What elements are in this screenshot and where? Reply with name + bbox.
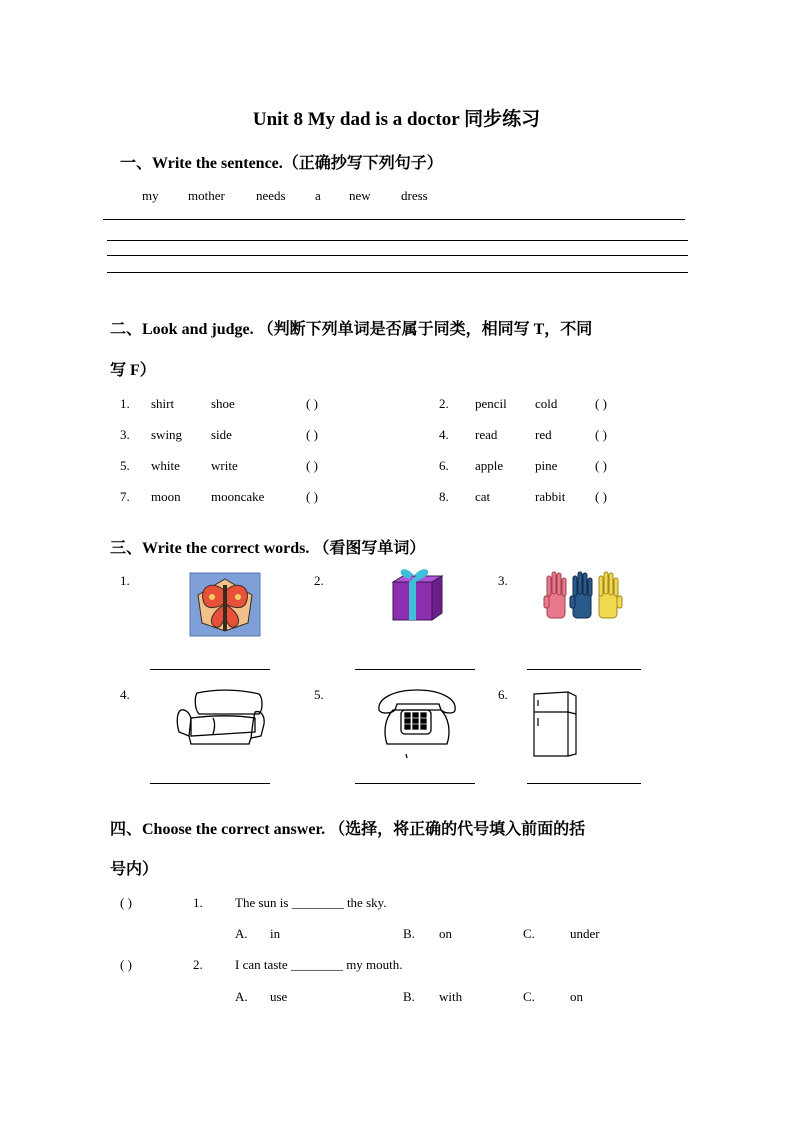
judge-number: 6. [439,458,449,473]
judge-answer-paren[interactable]: ( ) [595,489,607,504]
judge-number: 7. [120,489,130,504]
option-letter: C. [523,989,535,1004]
picture-number: 5. [314,687,324,702]
judge-word-1: swing [151,427,183,442]
judge-word-1: cat [475,489,491,504]
writing-line[interactable] [107,272,688,273]
picture-number: 6. [498,687,508,702]
picture-number: 2. [314,573,324,588]
answer-line[interactable] [355,669,475,670]
judge-word-2: shoe [211,396,235,411]
answer-line[interactable] [355,783,475,784]
judge-number: 1. [120,396,130,411]
question-stem: I can taste ________ my mouth. [235,957,403,972]
judge-number: 3. [120,427,130,442]
judge-answer-paren[interactable]: ( ) [595,427,607,442]
section4-heading: 四、Choose the correct answer. （选择，将正确的代号填入前面的括 [110,821,586,838]
word-2: mother [188,188,225,203]
option-letter: B. [403,926,415,941]
section4-heading-cont: 号内） [110,861,159,878]
picture-number: 4. [120,687,130,702]
word-6: dress [401,188,428,203]
answer-paren[interactable]: ( ) [120,957,132,972]
judge-word-1: pencil [475,396,507,411]
option-text: use [270,989,288,1004]
gloves-picture [544,570,624,620]
section3-heading: 三、Write the correct words. （看图写单词） [110,540,426,557]
word-3: needs [256,188,286,203]
option-letter: B. [403,989,415,1004]
telephone-picture [375,688,460,758]
answer-paren[interactable]: ( ) [120,895,132,910]
option-text: in [270,926,281,941]
judge-answer-paren[interactable]: ( ) [306,489,318,504]
judge-answer-paren[interactable]: ( ) [306,458,318,473]
option-text: on [439,926,452,941]
judge-number: 8. [439,489,449,504]
judge-number: 5. [120,458,130,473]
fridge-picture [530,690,580,758]
judge-number: 2. [439,396,449,411]
question-stem: The sun is ________ the sky. [235,895,387,910]
kite-picture [190,573,260,636]
writing-line[interactable] [107,240,688,241]
judge-word-2: cold [535,396,558,411]
judge-word-1: moon [151,489,181,504]
writing-line[interactable] [103,219,685,220]
section1-heading: 一、Write the sentence.（正确抄写下列句子） [120,155,443,172]
answer-line[interactable] [150,783,270,784]
question-number: 2. [193,957,203,972]
judge-word-2: red [535,427,552,442]
answer-line[interactable] [150,669,270,670]
judge-word-1: shirt [151,396,175,411]
answer-line[interactable] [527,783,641,784]
judge-word-1: read [475,427,498,442]
sofa-picture [175,688,265,748]
writing-line[interactable] [107,255,688,256]
option-letter: C. [523,926,535,941]
judge-answer-paren[interactable]: ( ) [306,396,318,411]
judge-answer-paren[interactable]: ( ) [306,427,318,442]
judge-number: 4. [439,427,449,442]
answer-line[interactable] [527,669,641,670]
judge-word-2: pine [535,458,558,473]
judge-word-1: apple [475,458,504,473]
gift-box-picture [388,566,446,624]
word-4: a [315,188,321,203]
page-title: Unit 8 My dad is a doctor 同步练习 [252,109,541,130]
option-text: on [570,989,583,1004]
judge-word-2: write [211,458,238,473]
section2-heading-cont: 写 F） [110,362,156,379]
option-text: with [439,989,463,1004]
question-number: 1. [193,895,203,910]
word-5: new [349,188,371,203]
picture-number: 3. [498,573,508,588]
section2-heading: 二、Look and judge. （判断下列单词是否属于同类，相同写 T，不同 [110,321,593,338]
judge-word-2: mooncake [211,489,265,504]
option-text: under [570,926,600,941]
option-letter: A. [235,926,248,941]
judge-word-2: rabbit [535,489,566,504]
judge-word-2: side [211,427,232,442]
judge-answer-paren[interactable]: ( ) [595,458,607,473]
picture-number: 1. [120,573,130,588]
word-1: my [142,188,159,203]
judge-word-1: white [151,458,180,473]
option-letter: A. [235,989,248,1004]
judge-answer-paren[interactable]: ( ) [595,396,607,411]
